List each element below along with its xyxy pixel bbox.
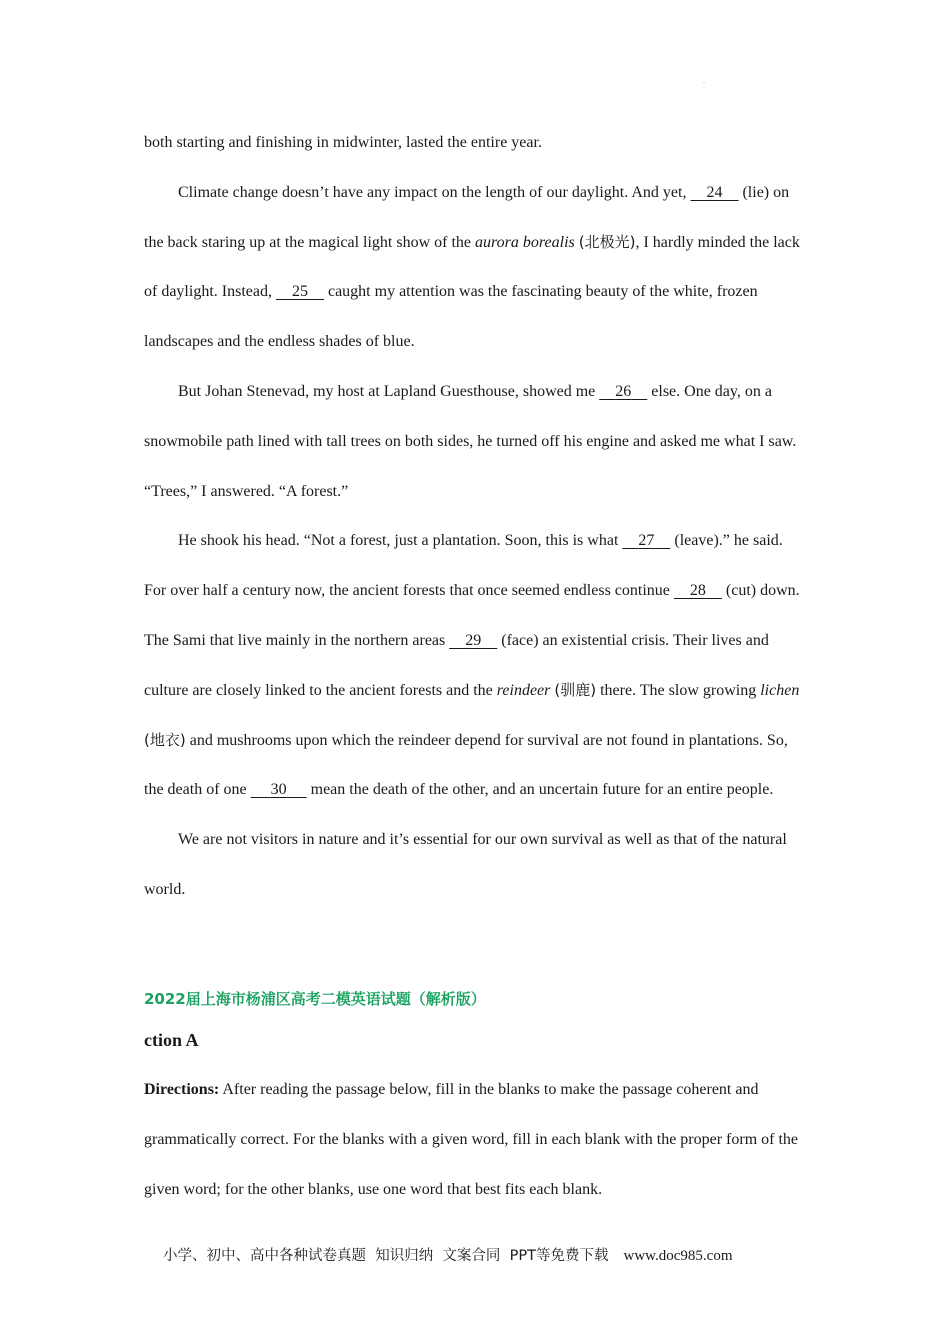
gloss-lichen: (地衣) [144,730,186,749]
blank-28: 28 [689,582,706,600]
paragraph-4-text-a: He shook his head. “Not a forest, just a plantation. Soon, this is what [178,532,623,550]
paragraph-3-text-b: else. One day, on a snowmobile path lined with tall trees on both sides, he turned off his engine and asked me what I saw. “Trees,” I answered. “A forest.” [144,382,797,500]
passage [144,118,808,915]
paragraph-4 [144,516,808,815]
paragraph-3 [144,367,808,516]
directions-text: After reading the passage below, fill in the blanks to make the passage coherent and grammatically correct. For the blanks with a given word, fill in each blank with the proper form of the given word; for the other blanks, use one word that best fits each blank. [144,1081,799,1198]
paragraph-2-text-f: , I hardly minded the lack of daylight. Instead, [144,233,800,301]
paragraph-4-text-g: there. The slow growing [596,681,761,699]
directions-label: Directions: [144,1081,220,1098]
exam-source-title: 2022届上海市杨浦区高考二模英语试题（解析版） [144,990,486,1008]
paragraph-4-text-k: mean the death of the other, and an uncertain future for an entire people. [306,781,774,799]
paragraph-2-text-a: Climate change doesn’t have any impact on the length of our daylight. And yet, [178,183,691,201]
gloss-aurora: (北极光) [578,232,636,251]
paragraph-3-text-a: But Johan Stenevad, my host at Lapland Guesthouse, showed me [178,382,600,400]
page-footer [163,1244,733,1265]
paragraph-5: We are not visitors in nature and it’s essential for our own survival as well as that of the natural world. [144,831,787,898]
page-marker-dot: . [703,76,705,85]
paragraph-1: both starting and finishing in midwinter, lasted the entire year. [144,134,542,151]
blank-25: 25 [291,283,308,301]
blank-26: 26 [615,382,632,400]
footer-text: 小学、初中、高中各种试卷真题 知识归纳 文案合同 PPT等免费下载 [163,1248,609,1264]
blank-27: 27 [638,532,655,550]
footer-url: www.doc985.com [623,1248,733,1264]
paragraph-4-text-c: (cut) down. The Sami that live mainly in the northern areas [144,582,800,649]
gloss-reindeer: (驯鹿) [554,680,597,699]
paragraph-2 [144,168,808,367]
term-aurora-borealis: aurora borealis [475,233,575,251]
paragraph-2-text-c: (lie) on the back staring up at the magical light show of the [144,183,790,251]
paragraph-2-text-g: caught my attention was the fascinating beauty of the white, frozen landscapes and the endless shades of blue. [144,283,758,351]
blank-29: 29 [465,631,482,649]
term-reindeer: reindeer [496,681,551,699]
paragraph-4-text-d: (face) an existential crisis. Their lives and culture are closely linked to the ancient forests and the [144,631,769,699]
paragraph-4-text-b: (leave).” he said. For over half a century now, the ancient forests that once seemed endless continue [144,532,783,600]
section-heading: ction A [144,1030,199,1050]
term-lichen: lichen [760,681,800,699]
directions [144,1065,812,1214]
blank-24: 24 [706,183,723,201]
paragraph-4-text-j: and mushrooms upon which the reindeer depend for survival are not found in plantations. So, the death of one [144,731,788,799]
blank-30: 30 [270,781,287,799]
